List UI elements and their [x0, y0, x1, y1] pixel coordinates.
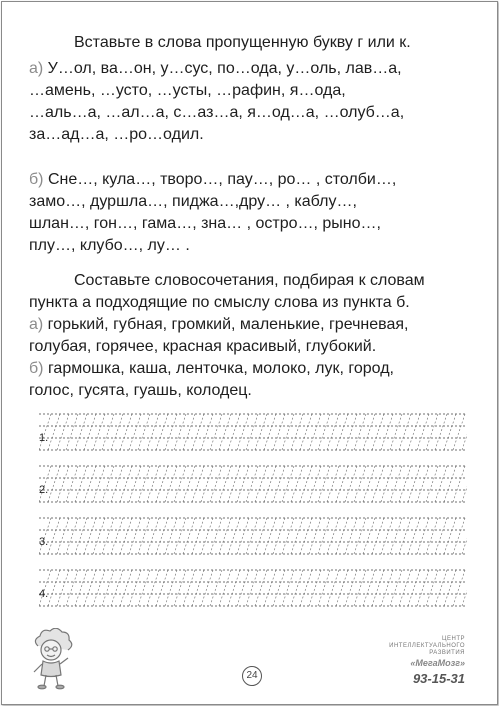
- task1-b-prefix: б): [29, 171, 44, 188]
- slant-line: [183, 570, 195, 606]
- slant-line: [156, 570, 168, 606]
- slant-line: [138, 466, 150, 502]
- slant-line: [102, 414, 114, 450]
- slant-line: [282, 466, 294, 502]
- slant-line: [291, 414, 303, 450]
- slant-line: [462, 518, 467, 554]
- slant-line: [390, 466, 402, 502]
- slant-line: [327, 518, 339, 554]
- slant-line: [408, 414, 420, 450]
- slant-line: [318, 570, 330, 606]
- task2-a-line-1: а) горький, губная, громкий, маленькие, гречневая,: [29, 316, 409, 333]
- slant-line: [417, 518, 429, 554]
- slant-line: [435, 518, 447, 554]
- slant-line: [192, 570, 204, 606]
- slant-line: [390, 518, 402, 554]
- slant-line: [237, 466, 249, 502]
- slant-line: [201, 518, 213, 554]
- slant-line: [147, 570, 159, 606]
- row-number-3: 3.: [39, 536, 49, 548]
- slant-line: [435, 466, 447, 502]
- slant-line: [57, 466, 69, 502]
- slant-line: [228, 414, 240, 450]
- task1-title: Вставьте в слова пропущенную букву г или к.: [74, 34, 411, 51]
- slant-line: [417, 570, 429, 606]
- slant-line: [291, 518, 303, 554]
- slant-line: [444, 466, 456, 502]
- slant-line: [444, 570, 456, 606]
- slant-line: [174, 466, 186, 502]
- task1-a-line-1: а) У…ол, ва…он, у…сус, по…ода, у…оль, лав…а,: [29, 60, 402, 77]
- brand-name: «МегаМозг»: [410, 658, 465, 668]
- slant-line: [120, 570, 132, 606]
- slant-line: [102, 518, 114, 554]
- slant-line: [75, 466, 87, 502]
- slant-line: [327, 466, 339, 502]
- slant-line: [84, 466, 96, 502]
- slant-line: [309, 518, 321, 554]
- slant-line: [327, 414, 339, 450]
- slant-line: [147, 518, 159, 554]
- task1-a-line-2: …амень, …усто, …усты, …рафин, я…ода,: [29, 82, 346, 99]
- slant-line: [210, 518, 222, 554]
- slant-line: [453, 414, 465, 450]
- brand-line-2: ИНТЕЛЛЕКТУАЛЬНОГО: [389, 643, 465, 649]
- slant-line: [300, 466, 312, 502]
- slant-line: [156, 414, 168, 450]
- slant-line: [309, 570, 321, 606]
- task1-part-a: [29, 58, 469, 146]
- slant-line: [228, 466, 240, 502]
- slant-line: [219, 570, 231, 606]
- slant-line: [246, 414, 258, 450]
- slant-line: [336, 414, 348, 450]
- slant-line: [129, 570, 141, 606]
- task2: [29, 270, 469, 402]
- slant-line: [273, 570, 285, 606]
- slant-line: [354, 570, 366, 606]
- slant-line: [426, 570, 438, 606]
- slant-line: [282, 414, 294, 450]
- slant-line: [210, 414, 222, 450]
- slant-line: [147, 466, 159, 502]
- slant-line: [264, 570, 276, 606]
- slant-line: [318, 518, 330, 554]
- slant-line: [462, 570, 467, 606]
- slant-line: [201, 466, 213, 502]
- slant-line: [408, 466, 420, 502]
- slant-line: [372, 414, 384, 450]
- brand-logo: [389, 636, 465, 686]
- slant-line: [363, 466, 375, 502]
- slant-line: [453, 518, 465, 554]
- slant-line: [219, 518, 231, 554]
- slant-line: [84, 570, 96, 606]
- slant-line: [363, 570, 375, 606]
- task1-b-line-3: шлан…, гон…, гама…, зна… , остро…, рыно…,: [29, 215, 381, 232]
- slant-line: [174, 570, 186, 606]
- slant-line: [66, 518, 78, 554]
- slant-line: [255, 466, 267, 502]
- slant-line: [363, 518, 375, 554]
- slant-line: [93, 466, 105, 502]
- slant-line: [75, 570, 87, 606]
- slant-line: [336, 518, 348, 554]
- slant-line: [381, 414, 393, 450]
- slant-line: [255, 518, 267, 554]
- slant-line: [426, 518, 438, 554]
- slant-line: [183, 518, 195, 554]
- slant-line: [381, 518, 393, 554]
- slant-line: [309, 414, 321, 450]
- slant-line: [192, 414, 204, 450]
- brand-line-3: РАЗВИТИЯ: [429, 650, 465, 656]
- slant-line: [120, 518, 132, 554]
- slant-line: [354, 414, 366, 450]
- task1-b-line-2: замо…, дуршла…, пиджа…,дру… , каблу…,: [29, 193, 357, 210]
- handwriting-lines[interactable]: [39, 412, 467, 616]
- slant-line: [327, 570, 339, 606]
- slant-line: [291, 570, 303, 606]
- slant-line: [435, 570, 447, 606]
- slant-line: [300, 518, 312, 554]
- slant-line: [102, 570, 114, 606]
- slant-line: [192, 518, 204, 554]
- slant-line: [453, 466, 465, 502]
- slant-line: [372, 466, 384, 502]
- slant-line: [219, 466, 231, 502]
- task1-b-line-4: плу…, клубо…, лу… .: [29, 237, 190, 254]
- slant-line: [426, 466, 438, 502]
- task2-b-line-1: б) гармошка, каша, ленточка, молоко, лук, город,: [29, 360, 394, 377]
- task1-a-prefix: а): [29, 60, 44, 77]
- slant-line: [210, 570, 222, 606]
- slant-line: [399, 570, 411, 606]
- slant-line: [129, 466, 141, 502]
- slant-line: [228, 518, 240, 554]
- task1-a-line-3: …аль…а, …ал…а, с…аз…а, я…од…а, …олуб…а,: [29, 104, 405, 121]
- slant-line: [372, 518, 384, 554]
- slant-line: [246, 466, 258, 502]
- slant-line: [111, 518, 123, 554]
- slant-line: [183, 466, 195, 502]
- slant-line: [165, 570, 177, 606]
- slant-line: [345, 518, 357, 554]
- slant-line: [192, 466, 204, 502]
- slant-line: [399, 414, 411, 450]
- slant-line: [363, 414, 375, 450]
- slant-line: [318, 466, 330, 502]
- slant-line: [237, 570, 249, 606]
- slant-line: [390, 414, 402, 450]
- slant-line: [291, 466, 303, 502]
- slant-line: [102, 466, 114, 502]
- slant-line: [336, 570, 348, 606]
- task2-a-prefix: а): [29, 316, 44, 333]
- slant-line: [255, 414, 267, 450]
- row-number-2: 2.: [39, 484, 49, 496]
- slant-line: [408, 570, 420, 606]
- slant-line: [381, 570, 393, 606]
- mascot-icon: [26, 628, 76, 690]
- slant-line: [93, 518, 105, 554]
- slant-line: [138, 518, 150, 554]
- slant-line: [93, 414, 105, 450]
- slant-line: [93, 570, 105, 606]
- slant-line: [111, 466, 123, 502]
- slant-line: [417, 466, 429, 502]
- slant-line: [354, 518, 366, 554]
- handwriting-grid[interactable]: [39, 412, 467, 616]
- slant-line: [282, 570, 294, 606]
- slant-line: [57, 570, 69, 606]
- slant-line: [66, 570, 78, 606]
- task2-b-prefix: б): [29, 360, 44, 377]
- slant-line: [336, 466, 348, 502]
- row-number-1: 1.: [39, 432, 49, 444]
- slant-line: [48, 466, 60, 502]
- slant-line: [399, 466, 411, 502]
- slant-line: [75, 414, 87, 450]
- slant-line: [84, 414, 96, 450]
- slant-line: [48, 570, 60, 606]
- slant-line: [147, 414, 159, 450]
- slant-line: [255, 570, 267, 606]
- slant-line: [462, 466, 467, 502]
- slant-line: [345, 466, 357, 502]
- slant-line: [174, 518, 186, 554]
- slant-line: [345, 570, 357, 606]
- slant-line: [129, 518, 141, 554]
- slant-line: [138, 414, 150, 450]
- worksheet-page: [1, 1, 498, 705]
- slant-line: [300, 570, 312, 606]
- slant-line: [183, 414, 195, 450]
- slant-line: [138, 570, 150, 606]
- slant-line: [246, 518, 258, 554]
- slant-line: [354, 466, 366, 502]
- task2-title-line-2: пункта а подходящие по смыслу слова из пункта б.: [29, 294, 410, 311]
- slant-line: [210, 466, 222, 502]
- slant-line: [165, 466, 177, 502]
- slant-line: [273, 518, 285, 554]
- slant-line: [201, 414, 213, 450]
- slant-line: [57, 518, 69, 554]
- task2-title-line-1: Составьте словосочетания, подбирая к словам: [74, 272, 425, 289]
- task1-part-b: [29, 169, 469, 257]
- slant-line: [111, 414, 123, 450]
- slant-line: [219, 414, 231, 450]
- slant-line: [201, 570, 213, 606]
- task1-b-line-1: б) Сне…, кула…, творо…, пау…, ро… , столби…,: [29, 171, 397, 188]
- slant-line: [129, 414, 141, 450]
- slant-line: [309, 466, 321, 502]
- phone-number: 93-15-31: [412, 671, 465, 686]
- slant-line: [156, 518, 168, 554]
- slant-line: [462, 414, 467, 450]
- slant-line: [444, 518, 456, 554]
- slant-line: [156, 466, 168, 502]
- slant-line: [273, 466, 285, 502]
- task2-b-line-2: голос, гусята, гуашь, колодец.: [29, 382, 252, 399]
- task2-a-line-2: голубая, горячее, красная красивый, глубокий.: [29, 338, 377, 355]
- page-number: 24: [242, 666, 262, 686]
- slant-line: [426, 414, 438, 450]
- slant-line: [165, 414, 177, 450]
- slant-line: [246, 570, 258, 606]
- slant-line: [399, 518, 411, 554]
- slant-line: [390, 570, 402, 606]
- slant-line: [264, 466, 276, 502]
- slant-line: [57, 414, 69, 450]
- slant-line: [48, 518, 60, 554]
- slant-line: [111, 570, 123, 606]
- slant-line: [120, 414, 132, 450]
- slant-line: [174, 414, 186, 450]
- slant-line: [318, 414, 330, 450]
- brand-line-1: ЦЕНТР: [442, 636, 465, 642]
- slant-line: [75, 518, 87, 554]
- slant-line: [408, 518, 420, 554]
- task1-a-line-4: за…ад…а, …ро…одил.: [29, 126, 204, 143]
- slant-line: [300, 414, 312, 450]
- slant-line: [48, 414, 60, 450]
- slant-line: [165, 518, 177, 554]
- slant-line: [444, 414, 456, 450]
- slant-line: [453, 570, 465, 606]
- slant-line: [372, 570, 384, 606]
- slant-line: [381, 466, 393, 502]
- slant-line: [237, 414, 249, 450]
- slant-line: [120, 466, 132, 502]
- slant-line: [282, 518, 294, 554]
- slant-line: [237, 518, 249, 554]
- slant-line: [228, 570, 240, 606]
- slant-line: [84, 518, 96, 554]
- slant-line: [435, 414, 447, 450]
- slant-line: [66, 466, 78, 502]
- slant-line: [273, 414, 285, 450]
- slant-line: [264, 518, 276, 554]
- slant-line: [264, 414, 276, 450]
- row-number-4: 4.: [39, 588, 49, 600]
- slant-line: [345, 414, 357, 450]
- slant-line: [417, 414, 429, 450]
- slant-line: [66, 414, 78, 450]
